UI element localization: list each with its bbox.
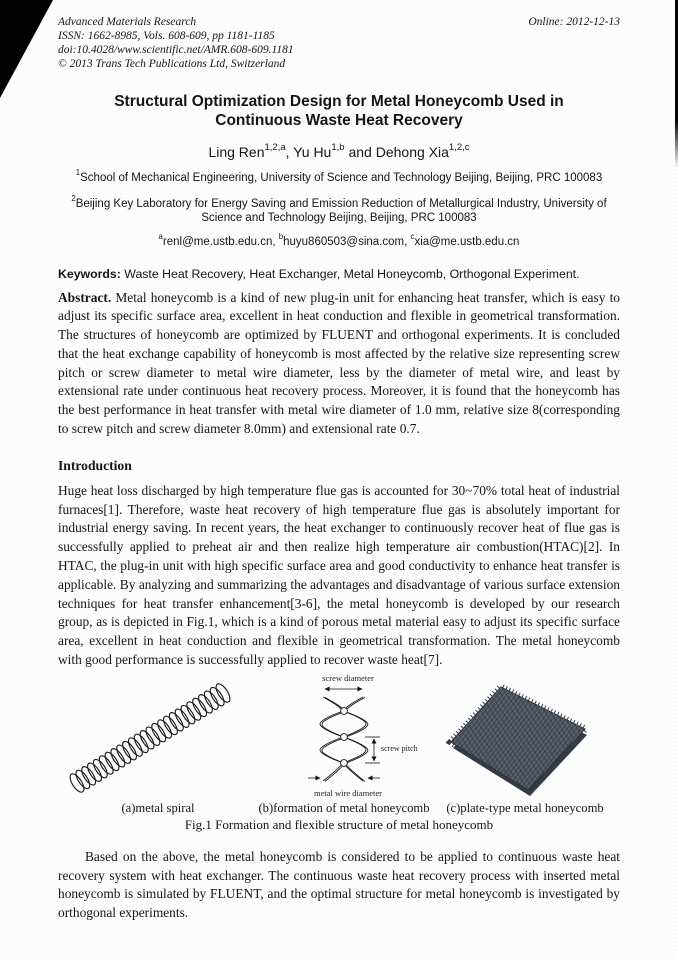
email-address: xia@me.ustb.edu.cn xyxy=(414,235,520,248)
author-line: Ling Ren$^{1,2,a}$, Yu Hu$^{1,b}$ and Dehong Xia$^{1,2,c}$ xyxy=(208,142,470,160)
author-sup: 1,b xyxy=(331,142,345,154)
keywords-line: Keywords: Waste Heat Recovery, Heat Exchanger, Metal Honeycomb, Orthogonal Experiment. xyxy=(58,266,580,281)
journal-info xyxy=(58,15,294,71)
author-sup: 1,2,c xyxy=(448,142,470,154)
email-address: huyu860503@sina.com, xyxy=(283,235,411,248)
label-screw-pitch: screw pitch xyxy=(381,743,418,753)
plate-honeycomb-drawing xyxy=(436,677,618,799)
subfigure-captions xyxy=(58,801,620,816)
caption-a: (a)metal spiral xyxy=(121,800,195,815)
figure-caption: Fig.1 Formation and flexible structure of metal honeycomb xyxy=(184,816,494,832)
closing-paragraph: Based on the above, the metal honeycomb is considered to be applied to continuous waste heat recovery system with heat exchanger. The continuous waste heat recovery process with inserted metal honeycomb is simulated by FLUENT, and the optimal structure for metal honeycomb is investigated by orthogonal experiments. xyxy=(58,848,620,921)
author-name: Yu Hu xyxy=(293,144,332,160)
affiliation-2: $^2$Beijing Key Laboratory for Energy Saving and Emission Reduction of Metallurgical Industry, University of Science and Technology Beijing, Beijing, PRC 100083 xyxy=(71,193,607,224)
section-heading-introduction: Introduction xyxy=(58,457,132,473)
paper-title: Structural Optimization Design for Metal Honeycomb Used in Continuous Waste Heat Recovery xyxy=(114,93,564,129)
journal-header xyxy=(58,15,620,71)
online-date: Online: 2012-12-13 xyxy=(528,16,620,28)
subfigure-metal-spiral xyxy=(60,677,260,799)
email-address: renl@me.ustb.edu.cn, xyxy=(162,235,279,248)
journal-issn: ISSN: 1662-8985, Vols. 608-609, pp 1181-1185 xyxy=(58,30,275,42)
author-name: Ling Ren xyxy=(208,144,265,160)
abstract-label: Abstract. xyxy=(58,289,112,305)
honeycomb-formation-drawing xyxy=(268,672,428,799)
label-screw-diameter: screw diameter xyxy=(322,672,374,683)
caption-b: (b)formation of metal honeycomb xyxy=(258,800,430,815)
introduction-paragraph: Huge heat loss discharged by high temperature flue gas is accounted for 30~70% total heat of industrial furnaces[1]. Therefore, waste heat recovery of high temperature flue gas is absolutely important for industrial energy saving. In recent years, the heat exchanger to continuously recover heat of flue gas is successfully applied to preheat air and then realize high temperature air combustion(HTAC)[2]. In HTAC, the plug-in unit with high specific surface area and good conductivity to enhance heat transfer is applicable. By analyzing and summarizing the advantages and disadvantage of various surface extension techniques for heat transfer enhancement[3-6], the metal honeycomb is developed by our research group, as is depicted in Fig.1, which is a kind of porous metal material easy to adjust its specific surface area, excellent in heat conduction and flexible in geometrical transformation. The metal honeycomb with good performance is successfully applied to recover waste heat[7]. xyxy=(58,482,620,668)
author-emails: $^a$renl@me.ustb.edu.cn, $^b$huyu860503@sina.com, $^c$xia@me.ustb.edu.cn xyxy=(158,231,520,248)
journal-doi: doi:10.4028/www.scientific.net/AMR.608-609.1181 xyxy=(58,44,294,56)
figure-1 xyxy=(58,672,620,833)
label-metal-wire-diameter: metal wire diameter xyxy=(314,787,382,798)
journal-name: Advanced Materials Research xyxy=(58,16,197,28)
affiliation-1: $^1$School of Mechanical Engineering, University of Science and Technology Beijing, Beijing, PRC 100083 xyxy=(75,168,603,184)
scan-corner-artifact xyxy=(0,0,53,98)
abstract: Abstract. Metal honeycomb is a kind of new plug-in unit for enhancing heat transfer, which is easy to adjust its specific surface area, excellent in heat conduction and flexible in geometrical transformation. The structures of honeycomb are optimized by FLUENT and orthogonal experiments. It is concluded that the heat exchange capability of honeycomb is most affected by the relative size representing screw pitch or screw diameter to metal wire diameter, less by the diameter of metal wire, and least by extensional rate under continuous heat recovery process. Moreover, it is found that the honeycomb has the best performance in heat transfer with metal wire diameter of 1.0 mm, relative size 8(corresponding to screw pitch and screw diameter 8.0mm) and extensional rate 0.7. xyxy=(58,289,620,437)
subfigure-plate-honeycomb xyxy=(436,677,618,799)
caption-c: (c)plate-type metal honeycomb xyxy=(446,800,604,815)
journal-copyright: © 2013 Trans Tech Publications Ltd, Switzerland xyxy=(58,58,286,70)
metal-spiral-drawing xyxy=(60,677,260,799)
keywords-label: Keywords: xyxy=(58,266,121,281)
author-name: Dehong Xia xyxy=(375,144,449,160)
subfigure-honeycomb-formation xyxy=(268,672,428,799)
author-sup: 1,2,a xyxy=(264,142,286,154)
